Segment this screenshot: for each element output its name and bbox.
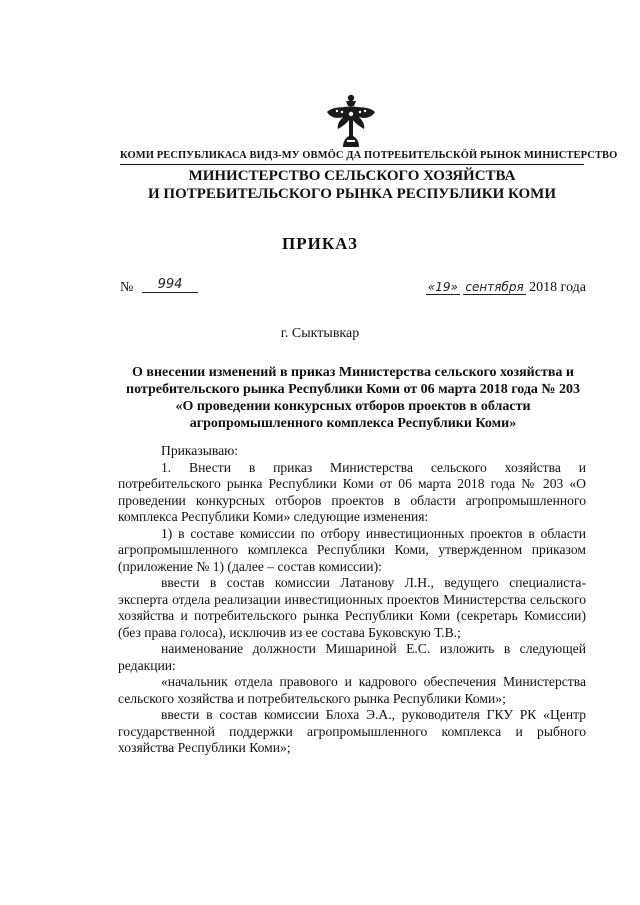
number-label: № xyxy=(120,280,134,295)
header-divider xyxy=(120,164,584,165)
komi-language-ministry-name: КОМИ РЕСПУБЛИКАСА ВИДЗ-МУ ОВМÖС ДА ПОТРЕБИТЕЛЬСКÖЙ РЫНОК МИНИСТЕРСТВО xyxy=(120,150,618,161)
heading-line: потребительского рынка Республики Коми от 06 марта 2018 года № 203 xyxy=(126,382,580,397)
order-heading xyxy=(118,364,588,432)
body-paragraph: «начальник отдела правового и кадрового обеспечения Министерства сельского хозяйства и потребительского рынка Республики Коми»; xyxy=(118,674,586,706)
date-year: 2018 года xyxy=(529,280,586,295)
number-date-row xyxy=(120,277,586,300)
body-paragraph: 1) в составе комиссии по отбору инвестиционных проектов в области агропромышленного комплекса Республики Коми, утвержденном приказом (приложение № 1) (далее – состав комиссии): xyxy=(118,525,586,574)
order-body xyxy=(118,443,586,757)
heading-line: О внесении изменений в приказ Министерства сельского хозяйства и xyxy=(132,365,574,380)
ministry-name xyxy=(120,167,584,203)
body-paragraph: ввести в состав комиссии Латанову Л.Н., ведущего специалиста-эксперта отдела реализации инвестиционных проектов Министерства сельского хозяйства и потребительского рынка Республики Коми (секретарь Комиссии) (без права голоса), исключив из ее состава Буковскую Т.В.; xyxy=(118,575,586,640)
city: г. Сыктывкар xyxy=(280,326,360,341)
date-month-handwritten: сентября xyxy=(465,280,524,294)
heading-line: агропромышленного комплекса Республики Коми» xyxy=(189,416,517,431)
ministry-name-line: МИНИСТЕРСТВО СЕЛЬСКОГО ХОЗЯЙСТВА xyxy=(188,168,516,184)
body-paragraph: ввести в состав комиссии Блоха Э.А., руководителя ГКУ РК «Центр государственной поддержки агропромышленного комплекса и рыбного хозяйства Республики Коми»; xyxy=(118,707,586,755)
ministry-name-line: И ПОТРЕБИТЕЛЬСКОГО РЫНКА РЕСПУБЛИКИ КОМИ xyxy=(147,186,556,202)
document-type-title: ПРИКАЗ xyxy=(282,234,358,253)
document-number-handwritten: 994 xyxy=(142,277,198,293)
body-paragraph: Приказываю: xyxy=(161,443,239,458)
komi-coat-of-arms-icon xyxy=(325,92,377,150)
body-paragraph: наименование должности Мишариной Е.С. изложить в следующей редакции: xyxy=(118,641,586,673)
document-date xyxy=(426,280,586,296)
heading-line: «О проведении конкурсных отборов проектов в области xyxy=(175,399,531,414)
body-paragraph: 1. Внести в приказ Министерства сельского хозяйства и потребительского рынка Республики Коми от 06 марта 2018 года № 203 «О проведении конкурсных отборов проектов в области агропромышленного комплекса Республики Коми» следующие изменения: xyxy=(118,459,586,524)
date-day-handwritten: «19» xyxy=(427,280,458,294)
